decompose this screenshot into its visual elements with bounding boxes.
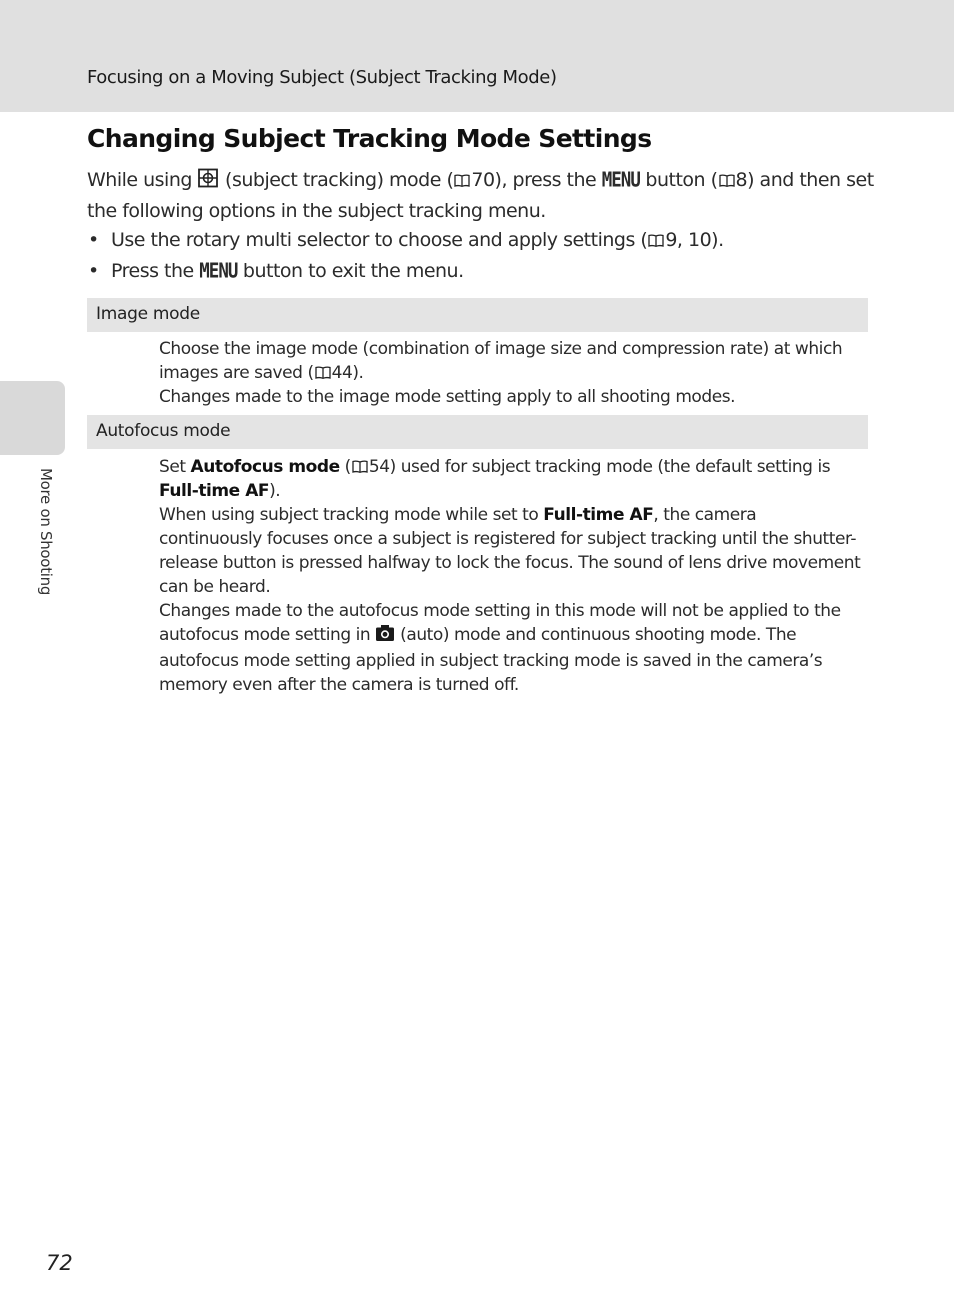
menu-button-label: MENU — [199, 260, 238, 284]
list-item: • Press the MENU button to exit the menu. — [87, 258, 877, 289]
book-reference-icon — [648, 234, 664, 247]
intro-ref-1: 70), press the — [471, 169, 597, 191]
list-item: • Use the rotary multi selector to choose and apply settings ( 9, 10). — [87, 227, 877, 258]
section-body-autofocus-mode: Set Autofocus mode ( 54) used for subject tracking mode (the default setting is Full-time AF). When using subject tracking mode while set to Full-time AF, the camera continuously focuses once a subject is registered for subject tracking until the shutter-release button is pressed halfway to lock the focus. The sound of lens drive movement can be heard. Changes made to the autofocus mode setting in this mode will not be applied to the autofocus mode setting in (auto) mode and continuous shooting mode. The autofocus mode setting applied in subject tracking mode is saved in the camera’s memory even after the camera is turned off. — [159, 457, 861, 695]
header-band — [0, 0, 954, 112]
running-head: Focusing on a Moving Subject (Subject Tracking Mode) — [87, 67, 557, 88]
intro-text-2: (subject tracking) mode ( — [225, 169, 454, 191]
intro-ref-2: 8) and then set the following options in the subject tracking menu. — [87, 169, 874, 222]
book-reference-icon — [719, 174, 735, 187]
book-reference-icon — [315, 366, 331, 379]
book-reference-icon — [352, 460, 368, 473]
section-heading-image-mode: Image mode — [87, 298, 868, 332]
menu-button-label: MENU — [601, 169, 640, 193]
instruction-list — [87, 227, 877, 289]
intro-text-1: While using — [87, 169, 192, 191]
intro-text-3: button ( — [645, 169, 718, 191]
camera-auto-icon — [375, 624, 395, 649]
intro-paragraph — [87, 166, 877, 226]
chapter-tab — [0, 381, 65, 455]
section-body-image-mode: Choose the image mode (combination of image size and compression rate) at which images are saved ( 44). Changes made to the image mode setting apply to all shooting modes. — [159, 337, 864, 409]
book-reference-icon — [454, 174, 470, 187]
page-title: Changing Subject Tracking Mode Settings — [87, 124, 652, 153]
image-mode-note: Changes made to the image mode setting apply to all shooting modes. — [159, 387, 736, 407]
subject-tracking-icon — [197, 168, 219, 197]
chapter-tab-label: More on Shooting — [37, 468, 55, 596]
page-number: 72 — [46, 1251, 73, 1275]
section-heading-autofocus-mode: Autofocus mode — [87, 415, 868, 449]
